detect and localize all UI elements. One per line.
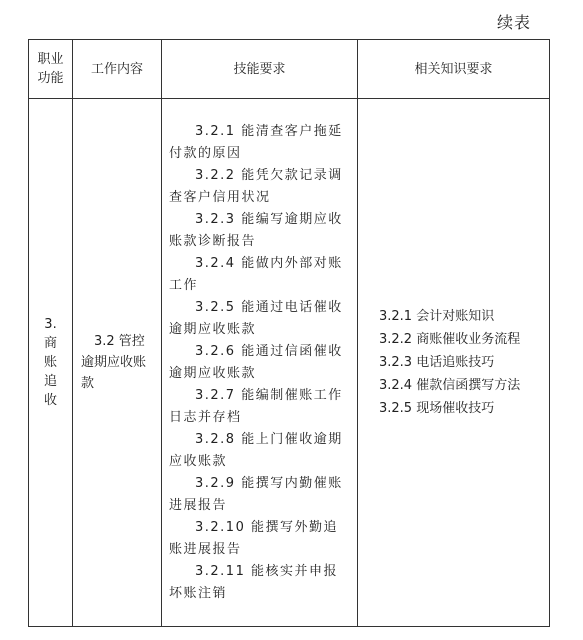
knowledge-item: 3.2.5 现场催收技巧: [379, 401, 495, 416]
skill-item: 3.2.3 能编写逾期应收账款诊断报告: [169, 211, 343, 249]
skill-item: 3.2.4 能做内外部对账工作: [169, 255, 343, 293]
knowledge-cell: [358, 99, 550, 627]
header-work-content: 工作内容: [73, 40, 162, 99]
work-content-cell: [73, 99, 162, 627]
table-row: [29, 99, 550, 627]
knowledge-item: 3.2.3 电话追账技巧: [379, 355, 495, 370]
occupation-standard-table: [28, 39, 550, 627]
skills-list: [162, 121, 357, 605]
header-function: 职业功能: [29, 40, 73, 99]
skill-item: 3.2.8 能上门催收逾期应收账款: [169, 431, 343, 469]
skill-item: 3.2.5 能通过电话催收逾期应收账款: [169, 299, 343, 337]
skill-item: 3.2.1 能清查客户拖延付款的原因: [169, 123, 343, 161]
continued-label: 续表: [496, 13, 531, 32]
knowledge-item: 3.2.2 商账催收业务流程: [379, 332, 521, 347]
skill-item: 3.2.11 能核实并申报坏账注销: [169, 563, 338, 601]
header-skills: 技能要求: [162, 40, 358, 99]
knowledge-item: 3.2.1 会计对账知识: [379, 309, 495, 324]
function-cell: [29, 99, 73, 627]
skill-item: 3.2.10 能撰写外勤追账进展报告: [169, 519, 338, 557]
knowledge-item: 3.2.4 催款信函撰写方法: [379, 378, 521, 393]
header-knowledge: 相关知识要求: [358, 40, 550, 99]
work-content-text: 3.2 管控逾期应收账款: [81, 334, 147, 391]
knowledge-list: [358, 305, 549, 420]
skill-item: 3.2.2 能凭欠款记录调查客户信用状况: [169, 167, 343, 205]
table-header-row: [29, 40, 550, 99]
skill-item: 3.2.6 能通过信函催收逾期应收账款: [169, 343, 343, 381]
skills-cell: [162, 99, 358, 627]
function-text: 3. 商账追收: [43, 317, 57, 408]
skill-item: 3.2.7 能编制催账工作日志并存档: [169, 387, 343, 425]
skill-item: 3.2.9 能撰写内勤催账进展报告: [169, 475, 343, 513]
